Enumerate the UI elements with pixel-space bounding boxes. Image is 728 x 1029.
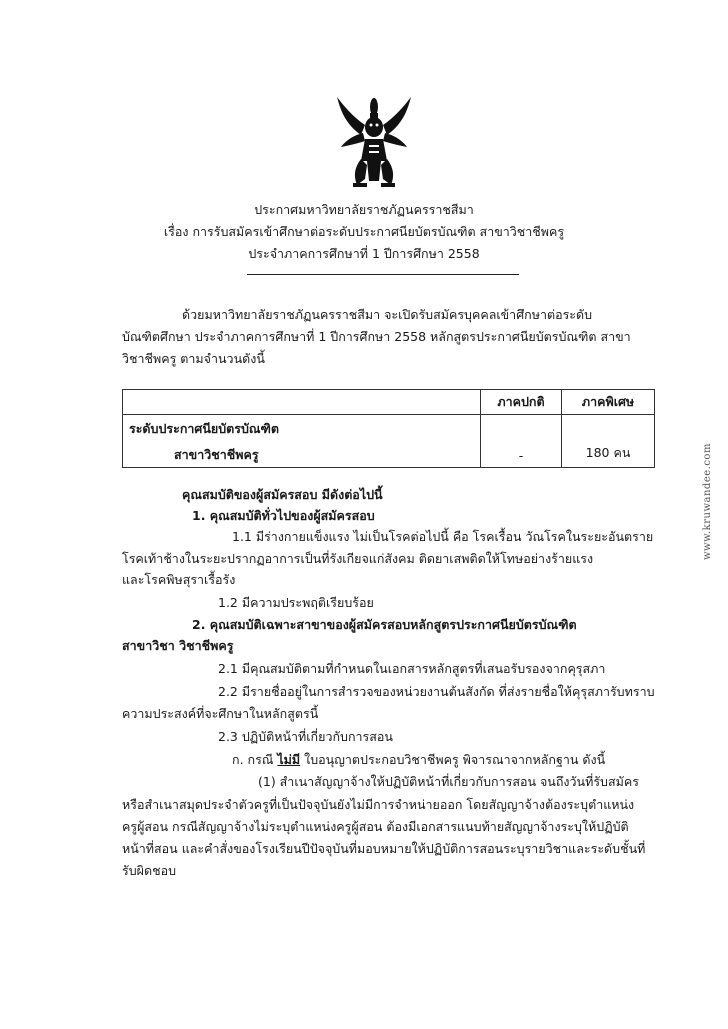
- admission-quota-table: [122, 389, 655, 468]
- garuda-emblem-icon: [335, 95, 413, 190]
- section-1-heading: 1. คุณสมบัติทั่วไปของผู้สมัครสอบ: [192, 508, 375, 523]
- item-ka-no-license: ไม่มี: [277, 752, 301, 767]
- header-divider: [247, 274, 519, 275]
- item-ka-suffix: ใบอนุญาตประกอบวิชาชีพครู พิจารณาจากหลักฐาน ดังนี้: [300, 752, 606, 767]
- intro-line-3: วิชาชีพครู ตามจำนวนดังนี้: [122, 351, 265, 366]
- item-1-1-line-3: และโรคพิษสุราเรื้อรัง: [122, 572, 236, 587]
- table-header-regular: ภาคปกติ: [481, 390, 562, 415]
- table-header-special: ภาคพิเศษ: [562, 390, 655, 415]
- item-2-2-line-2: ความประสงค์ที่จะศึกษาในหลักสูตรนี้: [122, 706, 319, 721]
- evidence-1-line-5: รับผิดชอบ: [122, 863, 177, 878]
- table-header-row: [123, 390, 655, 415]
- program-level: ระดับประกาศนียบัตรบัณฑิต: [129, 421, 280, 436]
- evidence-1-line-2: หรือสำเนาสมุดประจำตัวครูที่เป็นปัจจุบันยังไม่มีการจำหน่ายออก โดยสัญญาจ้างต้องระบุตำแหน่ง: [122, 797, 635, 812]
- item-ka-prefix: ก. กรณี: [232, 752, 278, 767]
- item-1-1-line-1: 1.1 มีร่างกายแข็งแรง ไม่เป็นโรคต่อไปนี้ คือ โรคเรื้อน วัณโรคในระยะอันตราย: [232, 529, 654, 544]
- qualifications-heading: คุณสมบัติของผู้สมัครสอบ มีดังต่อไปนี้: [182, 487, 383, 502]
- evidence-1-line-1: (1) สำเนาสัญญาจ้างให้ปฏิบัติหน้าที่เกี่ยวกับการสอน จนถึงวันที่รับสมัคร: [258, 774, 639, 789]
- special-quota-cell: 180 คน: [562, 415, 655, 468]
- item-2-3: 2.3 ปฏิบัติหน้าที่เกี่ยวกับการสอน: [218, 729, 393, 744]
- section-2-heading: 2. คุณสมบัติเฉพาะสาขาของผู้สมัครสอบหลักสูตรประกาศนียบัตรบัณฑิต: [192, 617, 577, 632]
- table-row: [123, 415, 655, 468]
- item-ka: [232, 752, 605, 768]
- regular-quota-cell: -: [481, 415, 562, 468]
- intro-line-2: บัณฑิตศึกษา ประจำภาคการศึกษาที่ 1 ปีการศึกษา 2558 หลักสูตรประกาศนียบัตรบัณฑิต สาขา: [122, 329, 631, 344]
- item-1-1-line-2: โรคเท้าช้างในระยะปรากฏอาการเป็นที่รังเกียจแก่สังคม ติดยาเสพติดให้โทษอย่างร้ายแรง: [122, 551, 594, 566]
- table-header-blank: [123, 390, 481, 415]
- announcement-subject: เรื่อง การรับสมัครเข้าศึกษาต่อระดับประกาศนียบัตรบัณฑิต สาขาวิชาชีพครู: [163, 224, 565, 239]
- evidence-1-line-3: ครูผู้สอน กรณีสัญญาจ้างไม่ระบุตำแหน่งครูผู้สอน ต้องมีเอกสารแนบท้ายสัญญาจ้างระบุให้ปฏิบัติ: [122, 819, 629, 834]
- intro-line-1: ด้วยมหาวิทยาลัยราชภัฏนครราชสีมา จะเปิดรับสมัครบุคคลเข้าศึกษาต่อระดับ: [182, 307, 593, 322]
- announcement-term: ประจำภาคการศึกษาที่ 1 ปีการศึกษา 2558: [248, 246, 480, 261]
- section-2-major: สาขาวิชา วิชาชีพครู: [122, 638, 234, 653]
- announcement-title: ประกาศมหาวิทยาลัยราชภัฏนครราชสีมา: [254, 202, 474, 217]
- program-major: สาขาวิชาชีพครู: [174, 447, 259, 462]
- side-watermark: www.kruwandee.com: [702, 443, 713, 560]
- item-2-2-line-1: 2.2 มีรายชื่ออยู่ในการสำรวจของหน่วยงานต้นสังกัด ที่ส่งรายชื่อให้คุรุสภารับทราบ: [218, 684, 655, 699]
- item-1-2: 1.2 มีความประพฤติเรียบร้อย: [218, 595, 374, 610]
- evidence-1-line-4: หน้าที่สอน และคำสั่งของโรงเรียนปีปัจจุบันที่มอบหมายให้ปฏิบัติการสอนระบุรายวิชาและระดับชั้นที่: [122, 841, 646, 856]
- program-cell: [123, 415, 481, 468]
- item-2-1: 2.1 มีคุณสมบัติตามที่กำหนดในเอกสารหลักสูตรที่เสนอรับรองจากคุรุสภา: [218, 661, 606, 676]
